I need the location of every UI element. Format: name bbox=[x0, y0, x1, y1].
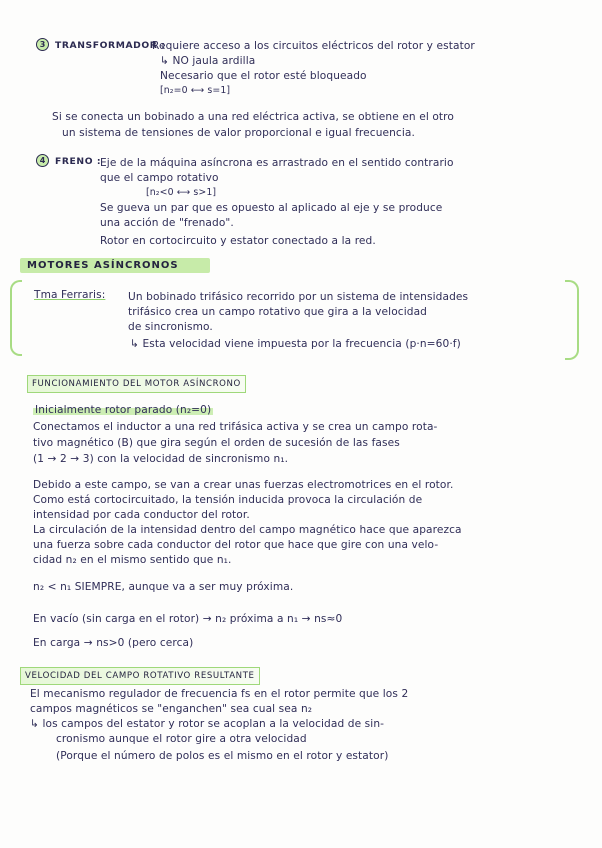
freno-line2: que el campo rotativo bbox=[100, 172, 219, 184]
vel-l2: campos magnéticos se "enganchen" sea cual sea n₂ bbox=[30, 703, 313, 715]
funcionamiento-title: FUNCIONAMIENTO DEL MOTOR ASÍNCRONO bbox=[27, 375, 246, 393]
transformador-line6: un sistema de tensiones de valor proporcional e igual frecuencia. bbox=[62, 127, 415, 139]
freno-line4: Se gueva un par que es opuesto al aplicado al eje y se produce bbox=[100, 202, 443, 214]
velocidad-title: VELOCIDAD DEL CAMPO ROTATIVO RESULTANTE bbox=[20, 667, 260, 685]
func-p2-l5: una fuerza sobre cada conductor del rotor que hace que gire con una velo- bbox=[33, 539, 439, 551]
freno-line3: [n₂<0 ⟷ s>1] bbox=[146, 187, 217, 198]
freno-line1: Eje de la máquina asíncrona es arrastrado en el sentido contrario bbox=[100, 157, 454, 169]
func-p3: n₂ < n₁ SIEMPRE, aunque va a ser muy próxima. bbox=[33, 581, 294, 593]
func-p2-l6: cidad n₂ en el mismo sentido que n₁. bbox=[33, 554, 232, 566]
func-p1-l1 bbox=[33, 403, 213, 417]
vel-l5: (Porque el número de polos es el mismo en el rotor y estator) bbox=[56, 750, 389, 762]
left-bracket bbox=[10, 280, 22, 356]
func-p5: En carga → ns>0 (pero cerca) bbox=[33, 637, 194, 649]
section-number-3: 3 bbox=[36, 38, 49, 51]
transformador-line3: Necesario que el rotor esté bloqueado bbox=[160, 70, 367, 82]
func-p1-l2: Conectamos el inductor a una red trifásica activa y se crea un campo rota- bbox=[33, 421, 438, 433]
transformador-label: TRANSFORMADOR : bbox=[55, 40, 166, 51]
vel-l4: cronismo aunque el rotor gire a otra velocidad bbox=[56, 733, 307, 745]
vel-l3: ↳ los campos del estator y rotor se acoplan a la velocidad de sin- bbox=[30, 718, 385, 730]
motores-title: MOTORES ASÍNCRONOS bbox=[27, 260, 179, 271]
vel-l1: El mecanismo regulador de frecuencia fs en el rotor permite que los 2 bbox=[30, 688, 409, 700]
transformador-line5: Si se conecta un bobinado a una red eléctrica activa, se obtiene en el otro bbox=[52, 111, 454, 123]
func-p4: En vacío (sin carga en el rotor) → n₂ próxima a n₁ → ns≈0 bbox=[33, 613, 343, 625]
section-number-4: 4 bbox=[36, 154, 49, 167]
func-p1-l1-text: Inicialmente rotor parado (n₂=0) bbox=[35, 404, 212, 416]
transformador-line4: [n₂=0 ⟷ s=1] bbox=[160, 85, 231, 96]
motores-line3: de sincronismo. bbox=[128, 321, 213, 333]
transformador-line2: ↳ NO jaula ardilla bbox=[160, 55, 256, 67]
func-p2-l3: intensidad por cada conductor del rotor. bbox=[33, 509, 250, 521]
right-bracket bbox=[565, 280, 579, 360]
func-p1-l4: (1 → 2 → 3) con la velocidad de sincronismo n₁. bbox=[33, 453, 289, 465]
func-p2-l2: Como está cortocircuitado, la tensión inducida provoca la circulación de bbox=[33, 494, 423, 506]
func-p2-l4: La circulación de la intensidad dentro del campo magnético hace que aparezca bbox=[33, 524, 462, 536]
motores-line2: trifásico crea un campo rotativo que gira a la velocidad bbox=[128, 306, 427, 318]
func-p1-l3: tivo magnético (B) que gira según el orden de sucesión de las fases bbox=[33, 437, 400, 449]
freno-line5: una acción de "frenado". bbox=[100, 217, 234, 229]
freno-line6: Rotor en cortocircuito y estator conectado a la red. bbox=[100, 235, 376, 247]
motores-line1: Un bobinado trifásico recorrido por un sistema de intensidades bbox=[128, 291, 469, 303]
ferraris-label: Tma Ferraris: bbox=[34, 289, 106, 301]
freno-label: FRENO : bbox=[55, 156, 102, 167]
transformador-line1: Requiere acceso a los circuitos eléctricos del rotor y estator bbox=[152, 40, 475, 52]
func-p2-l1: Debido a este campo, se van a crear unas fuerzas electromotrices en el rotor. bbox=[33, 479, 454, 491]
motores-line4: ↳ Esta velocidad viene impuesta por la frecuencia (p·n=60·f) bbox=[130, 338, 461, 350]
